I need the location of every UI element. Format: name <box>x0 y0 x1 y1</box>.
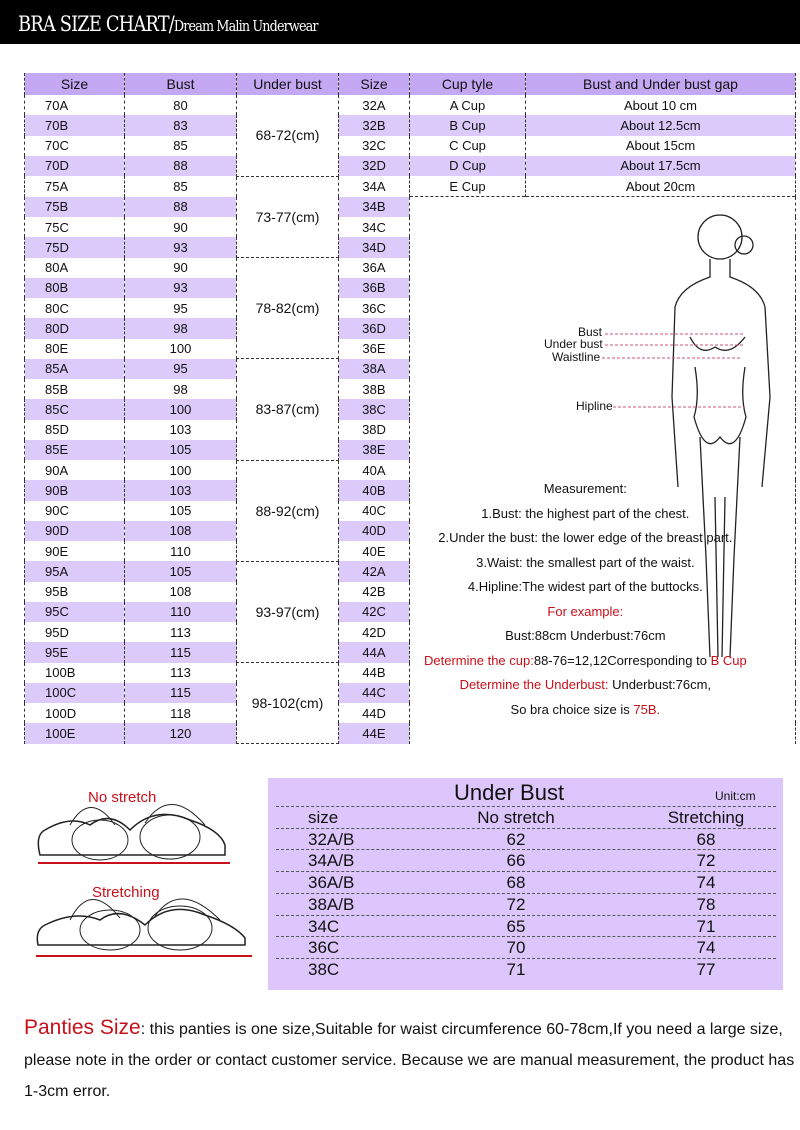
header-cell: Under bust <box>237 73 339 95</box>
bust-cell: 110 <box>125 541 237 561</box>
measurement-line <box>424 477 747 502</box>
under-bust-cell: 83-87(cm) <box>237 359 339 460</box>
size-cell: 95E <box>25 642 125 662</box>
under-bust-cell: 78-82(cm) <box>237 258 339 359</box>
unit-label: Unit:cm <box>715 789 756 803</box>
under-bust-cell: 36A/B <box>308 873 355 893</box>
band-size-cell: 38B <box>339 379 410 399</box>
bust-cell: 118 <box>125 703 237 723</box>
bust-cell: 105 <box>125 501 237 521</box>
table-row <box>25 115 796 135</box>
under-bust-cell: 32A/B <box>308 829 355 849</box>
size-cell: 80E <box>25 339 125 359</box>
header-cell: Bust and Under bust gap <box>526 73 796 95</box>
measurement-figure <box>410 197 796 744</box>
bust-cell: 95 <box>125 298 237 318</box>
cup-cell: D Cup <box>410 156 526 176</box>
band-size-cell: 40D <box>339 521 410 541</box>
bust-cell: 100 <box>125 339 237 359</box>
waistline-label: Waistline <box>552 350 601 365</box>
panties-title: Panties Size <box>24 1016 141 1039</box>
gap-cell: About 15cm <box>526 136 796 156</box>
band-size-cell: 36D <box>339 318 410 338</box>
band-size-cell: 42A <box>339 561 410 581</box>
band-size-cell: 40C <box>339 501 410 521</box>
under-bust-header <box>276 806 776 828</box>
under-bust-cell: 68 <box>696 829 716 849</box>
banner-title: BRA SIZE CHART/ <box>18 12 174 36</box>
size-chart-table <box>24 73 796 744</box>
measurement-line <box>424 698 747 723</box>
table-row <box>25 176 796 197</box>
table-row <box>25 136 796 156</box>
bust-cell: 95 <box>125 359 237 379</box>
cup-label: Determine the cup: <box>424 652 534 668</box>
under-bust-cell: 93-97(cm) <box>237 561 339 662</box>
measurement-item: 1.Bust: the highest part of the chest. <box>481 505 690 521</box>
cup-cell: A Cup <box>410 95 526 115</box>
gap-cell: About 10 cm <box>526 95 796 115</box>
header-cell: Cup tyle <box>410 73 526 95</box>
band-size-cell: 44A <box>339 642 410 662</box>
measurement-line <box>424 502 747 527</box>
under-bust-cell: 71 <box>506 959 526 979</box>
under-bust-cell: 66 <box>506 851 526 871</box>
size-cell: 100C <box>25 683 125 703</box>
bust-cell: 100 <box>125 460 237 480</box>
under-bust-label: Under bust <box>544 337 603 352</box>
bust-cell: 98 <box>125 318 237 338</box>
under-bust-cell: 73-77(cm) <box>237 176 339 258</box>
band-size-cell: 36A <box>339 258 410 278</box>
band-size-cell: 32D <box>339 156 410 176</box>
bust-cell: 103 <box>125 480 237 500</box>
band-size-cell: 42C <box>339 602 410 622</box>
bust-label: Bust <box>578 325 603 340</box>
measurement-line <box>424 600 747 625</box>
under-bust-cell: 62 <box>506 829 526 849</box>
size-cell: 85D <box>25 420 125 440</box>
size-cell: 85C <box>25 399 125 419</box>
under-bust-table <box>268 778 783 990</box>
bust-cell: 108 <box>125 582 237 602</box>
under-bust-cell: 36C <box>308 938 340 958</box>
bust-cell: 90 <box>125 217 237 237</box>
size-cell: 75B <box>25 197 125 217</box>
size-cell: 70A <box>25 95 125 115</box>
band-size-cell: 44E <box>339 723 410 743</box>
under-bust-row <box>276 893 776 915</box>
table-header <box>25 73 796 95</box>
under-bust-cell: Stretching <box>667 808 745 827</box>
size-cell: 70B <box>25 115 125 135</box>
size-cell: 100B <box>25 663 125 683</box>
under-bust-cell: No stretch <box>477 808 555 827</box>
bust-cell: 80 <box>125 95 237 115</box>
band-size-cell: 36C <box>339 298 410 318</box>
size-cell: 90D <box>25 521 125 541</box>
size-cell: 95C <box>25 602 125 622</box>
size-cell: 85B <box>25 379 125 399</box>
table-row <box>25 156 796 176</box>
size-cell: 90C <box>25 501 125 521</box>
measurement-text <box>424 477 747 722</box>
band-size-cell: 44C <box>339 683 410 703</box>
size-cell: 85E <box>25 440 125 460</box>
measurement-line <box>424 673 747 698</box>
under-bust-cell: 88-92(cm) <box>237 460 339 561</box>
band-size-cell: 38A <box>339 359 410 379</box>
size-cell: 75D <box>25 237 125 257</box>
bust-cell: 90 <box>125 258 237 278</box>
bust-cell: 105 <box>125 440 237 460</box>
size-cell: 80A <box>25 258 125 278</box>
under-bust-title: Under Bust <box>454 780 565 805</box>
size-cell: 80D <box>25 318 125 338</box>
under-bust-row <box>276 871 776 893</box>
measurement-line <box>424 649 747 674</box>
under-bust-cell: 34A/B <box>308 851 355 871</box>
size-cell: 90A <box>25 460 125 480</box>
choice-result: 75B. <box>633 701 661 717</box>
size-cell: 80B <box>25 278 125 298</box>
measurement-title: Measurement: <box>543 481 627 497</box>
band-size-cell: 42B <box>339 582 410 602</box>
no-stretch-label: No stretch <box>88 789 157 806</box>
under-bust-cell: 72 <box>696 851 716 871</box>
hipline-label: Hipline <box>576 399 613 414</box>
under-bust-row <box>276 828 776 850</box>
size-cell: 90E <box>25 541 125 561</box>
cup-result: B Cup <box>710 652 747 668</box>
under-bust-row <box>276 958 776 980</box>
measurement-line <box>424 526 747 551</box>
band-size-cell: 40B <box>339 480 410 500</box>
size-cell: 100E <box>25 723 125 743</box>
size-cell: 95B <box>25 582 125 602</box>
bust-cell: 85 <box>125 176 237 197</box>
gap-cell: About 20cm <box>526 176 796 197</box>
stretching-label: Stretching <box>92 884 160 901</box>
bust-cell: 100 <box>125 399 237 419</box>
size-cell: 90B <box>25 480 125 500</box>
bust-cell: 83 <box>125 115 237 135</box>
size-cell: 75C <box>25 217 125 237</box>
gap-cell: About 12.5cm <box>526 115 796 135</box>
band-size-cell: 34A <box>339 176 410 197</box>
bust-cell: 98 <box>125 379 237 399</box>
band-size-cell: 32B <box>339 115 410 135</box>
bust-cell: 113 <box>125 663 237 683</box>
under-bust-row <box>276 915 776 937</box>
size-cell: 85A <box>25 359 125 379</box>
measurement-item: 2.Under the bust: the lower edge of the breast part. <box>438 530 733 546</box>
header-cell: Size <box>339 73 410 95</box>
under-bust-cell: 74 <box>696 938 716 958</box>
panties-text: : this panties is one size,Suitable for waist circumference 60-78cm,If you need a large size, please note in the order or contact customer service. Because we are manual measurement, the product has 1-3cm error. <box>24 1021 795 1100</box>
header-cell: Bust <box>125 73 237 95</box>
gap-cell: About 17.5cm <box>526 156 796 176</box>
bust-cell: 93 <box>125 278 237 298</box>
band-size-cell: 32A <box>339 95 410 115</box>
band-size-cell: 34C <box>339 217 410 237</box>
under-bust-cell: size <box>308 808 339 827</box>
under-bust-cell: 70 <box>506 938 526 958</box>
measurement-item: 4.Hipline:The widest part of the buttocks. <box>467 579 703 595</box>
band-size-cell: 34B <box>339 197 410 217</box>
under-bust-cell: 74 <box>696 873 716 893</box>
under-bust-cell: 78 <box>696 894 716 914</box>
size-cell: 100D <box>25 703 125 723</box>
band-size-cell: 44D <box>339 703 410 723</box>
banner-subtitle: Dream Malin Underwear <box>173 17 318 35</box>
band-size-cell: 36B <box>339 278 410 298</box>
bust-cell: 115 <box>125 683 237 703</box>
bust-cell: 108 <box>125 521 237 541</box>
under-bust-cell: 65 <box>506 916 526 936</box>
bust-cell: 85 <box>125 136 237 156</box>
under-bust-cell: 77 <box>696 959 716 979</box>
bust-cell: 113 <box>125 622 237 642</box>
bust-cell: 110 <box>125 602 237 622</box>
table-row <box>25 95 796 115</box>
size-cell: 70D <box>25 156 125 176</box>
measurement-item: 3.Waist: the smallest part of the waist. <box>476 554 695 570</box>
band-size-cell: 42D <box>339 622 410 642</box>
bust-cell: 88 <box>125 197 237 217</box>
size-cell: 95D <box>25 622 125 642</box>
size-cell: 75A <box>25 176 125 197</box>
bust-cell: 105 <box>125 561 237 581</box>
size-cell: 95A <box>25 561 125 581</box>
table-row <box>25 197 796 217</box>
cup-cell: E Cup <box>410 176 526 197</box>
choice-text: So bra choice size is <box>510 701 634 717</box>
cup-cell: B Cup <box>410 115 526 135</box>
band-size-cell: 40A <box>339 460 410 480</box>
under-bust-cell: 38A/B <box>308 894 355 914</box>
under-bust-cell: 38C <box>308 959 340 979</box>
band-size-cell: 38D <box>339 420 410 440</box>
under-bust-cell: 98-102(cm) <box>237 663 339 744</box>
under-bust-cell: 34C <box>308 916 340 936</box>
example-line: Bust:88cm Underbust:76cm <box>505 628 666 644</box>
under-bust-cell: 68 <box>506 873 526 893</box>
bust-cell: 93 <box>125 237 237 257</box>
band-size-cell: 44B <box>339 663 410 683</box>
under-label: Determine the Underbust: <box>459 677 609 693</box>
band-size-cell: 40E <box>339 541 410 561</box>
under-bust-row <box>276 849 776 871</box>
band-size-cell: 32C <box>339 136 410 156</box>
cup-cell: C Cup <box>410 136 526 156</box>
measurement-line <box>424 624 747 649</box>
bust-cell: 88 <box>125 156 237 176</box>
banner <box>0 0 800 44</box>
band-size-cell: 38E <box>339 440 410 460</box>
cup-text: 88-76=12,12Corresponding to <box>533 652 711 668</box>
under-bust-cell: 68-72(cm) <box>237 95 339 176</box>
size-cell: 80C <box>25 298 125 318</box>
header-cell: Size <box>25 73 125 95</box>
bust-cell: 103 <box>125 420 237 440</box>
measurement-line <box>424 575 747 600</box>
band-size-cell: 36E <box>339 339 410 359</box>
measurement-line <box>424 551 747 576</box>
bust-cell: 115 <box>125 642 237 662</box>
band-size-cell: 38C <box>339 399 410 419</box>
figure-box <box>410 197 796 743</box>
under-bust-cell: 71 <box>696 916 716 936</box>
under-bust-cell: 72 <box>506 894 526 914</box>
under-text: Underbust:76cm, <box>608 677 712 693</box>
under-bust-row <box>276 936 776 958</box>
band-size-cell: 34D <box>339 237 410 257</box>
bust-cell: 120 <box>125 723 237 743</box>
size-cell: 70C <box>25 136 125 156</box>
panties-size-note <box>24 1012 800 1107</box>
example-title: For example: <box>547 603 624 619</box>
